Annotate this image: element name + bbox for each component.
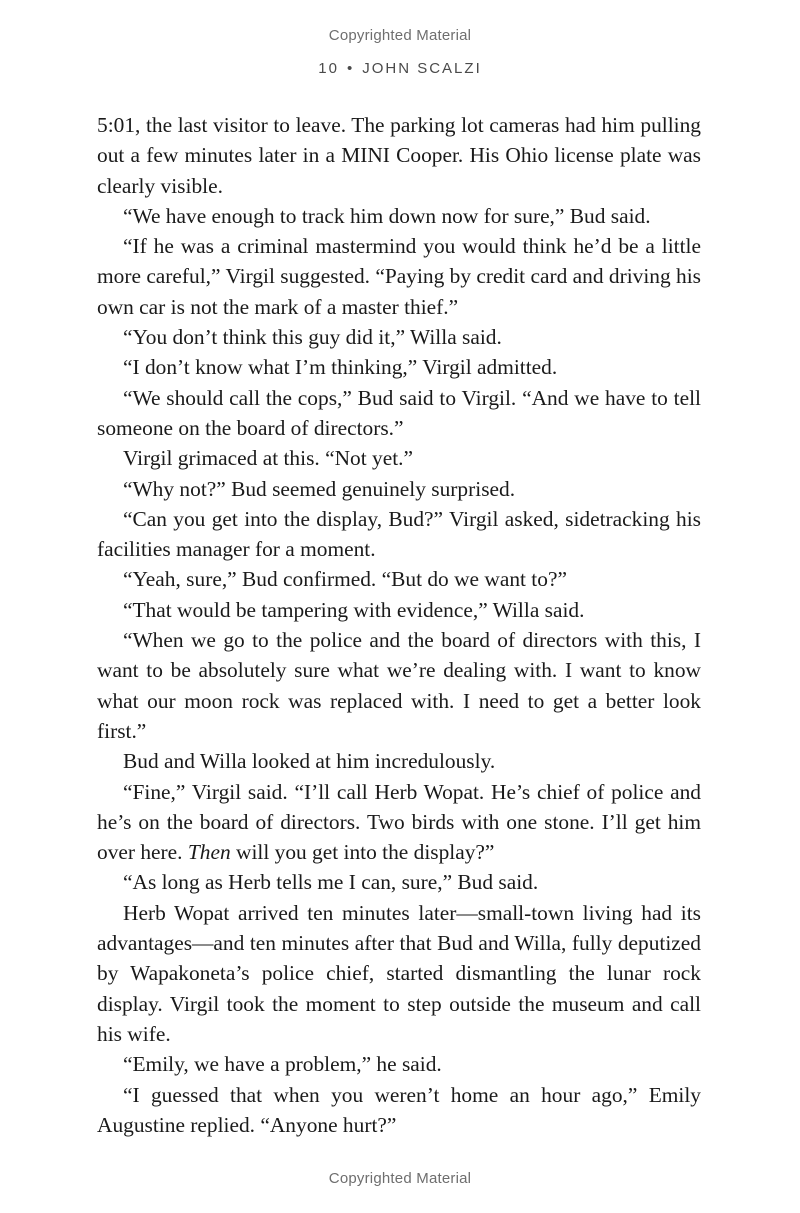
paragraph: “That would be tampering with evidence,” Willa said. (123, 597, 585, 622)
paragraph-text: “Fine,” Virgil said. “I’ll call Herb Wopat. He’s chief of police and he’s on the board of directors. Two birds with one stone. I’ll get him over here. (97, 779, 701, 865)
paragraph: “If he was a criminal mastermind you would think he’d be a little more careful,” Virgil suggested. “Paying by credit card and driving his own car is not the mark of a master thief.” (97, 234, 701, 319)
paragraph: “Why not?” Bud seemed genuinely surprised. (123, 476, 516, 501)
paragraph: “You don’t think this guy did it,” Willa said. (123, 325, 502, 350)
paragraph-herb (97, 777, 701, 868)
copyright-watermark-bottom: Copyrighted Material (328, 1170, 472, 1187)
paragraph-text: will you get into the display?” (230, 840, 495, 865)
paragraph: “When we go to the police and the board of directors with this, I want to be absolutely sure what we’re dealing with. I want to know what our moon rock was replaced with. I need to get a better look first.” (97, 628, 701, 743)
paragraph: “We should call the cops,” Bud said to Virgil. “And we have to tell someone on the board of directors.” (97, 385, 701, 440)
paragraph: “I guessed that when you weren’t home an hour ago,” Emily Augustine replied. “Anyone hurt?” (97, 1082, 701, 1137)
paragraph: “As long as Herb tells me I can, sure,” Bud said. (123, 870, 539, 895)
paragraph: “We have enough to track him down now for sure,” Bud said. (123, 203, 651, 228)
paragraph: “Emily, we have a problem,” he said. (123, 1052, 442, 1077)
paragraph: Virgil grimaced at this. “Not yet.” (123, 446, 413, 471)
copyright-watermark-top: Copyrighted Material (328, 27, 472, 44)
author-name: JOHN SCALZI (362, 60, 482, 77)
header-separator: • (346, 60, 355, 77)
italic-emphasis: Then (187, 840, 231, 865)
paragraph: Herb Wopat arrived ten minutes later—small-town living had its advantages—and ten minutes after that Bud and Willa, fully deputized by Wapakoneta’s police chief, started dismantling the lunar rock display. Virgil took the moment to step outside the museum and call his wife. (97, 900, 701, 1046)
paragraph: Bud and Willa looked at him incredulously. (123, 749, 496, 774)
paragraph: 5:01, the last visitor to leave. The parking lot cameras had him pulling out a few minutes later in a MINI Cooper. His Ohio license plate was clearly visible. (97, 113, 701, 198)
running-head (0, 60, 800, 77)
page-body (97, 110, 701, 1140)
paragraph: “I don’t know what I’m thinking,” Virgil admitted. (123, 355, 558, 380)
paragraph: “Can you get into the display, Bud?” Virgil asked, sidetracking his facilities manager for a moment. (97, 506, 701, 562)
page-number: 10 (318, 60, 339, 77)
paragraph: “Yeah, sure,” Bud confirmed. “But do we want to?” (123, 567, 567, 592)
